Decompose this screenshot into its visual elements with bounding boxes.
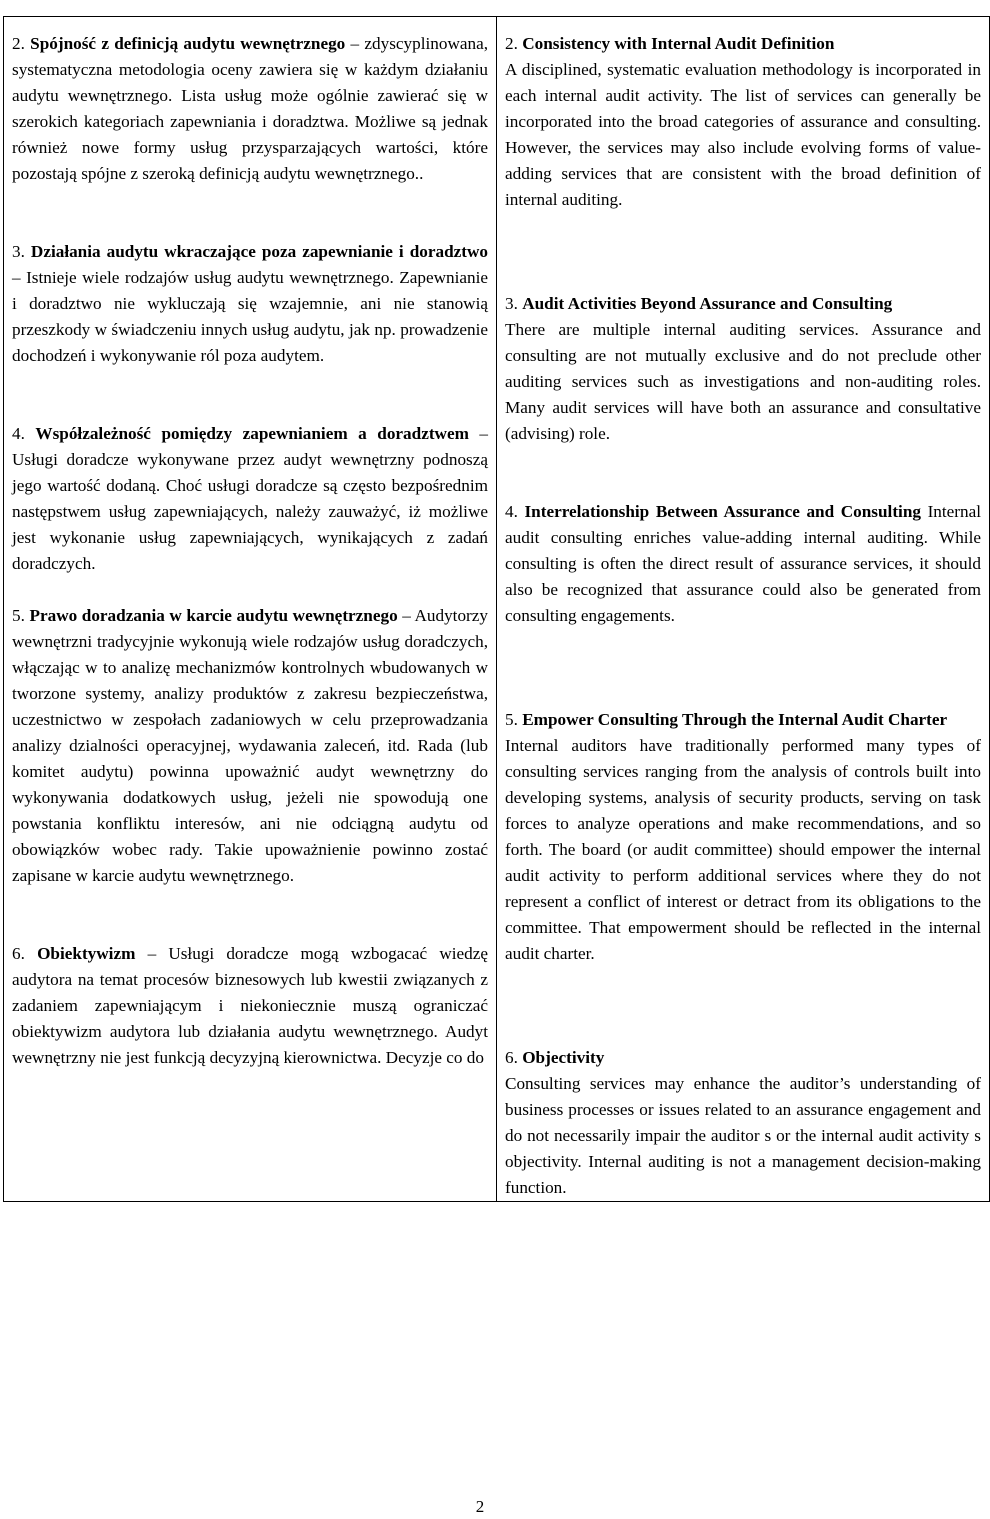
page-number: 2 xyxy=(475,1497,485,1516)
pl-section-body: Audytorzy wewnętrzni tradycyjnie wykonują wiele rodzajów usług doradczych, włączając w to analizę mechanizmów kontrolnych wbudowanych w tworzone systemy, analizy produktów z zakresu bezpieczeństwa, uczestnictwo w zespołach zadaniowych w celu przeprowadzania analizy dzialności operacyjnej, wydawania zaleceń, itd. Rada (lub komitet audytu) powinna upoważnić audyt wewnętrzny do wykonywania dodatkowych usług, jeżeli nie spowodują one powstania konfliktu interesów, ani nie odciągną audytu od obowiązków wobec rady. Takie upoważnienie powinno zostać zapisane w karcie audytu wewnętrznego. xyxy=(12,606,488,885)
pl-section-title: Działania audytu wkraczające poza zapewnianie i doradztwo xyxy=(30,242,489,261)
bilingual-table xyxy=(3,16,990,1202)
polish-column xyxy=(4,17,497,1202)
pl-section-number: 2. xyxy=(12,34,25,53)
en-section-2 xyxy=(505,31,981,213)
pl-section-3 xyxy=(12,239,488,369)
en-section-title: Consistency with Internal Audit Definition xyxy=(522,34,835,53)
en-section-number: 4. xyxy=(505,502,518,521)
pl-section-number: 5. xyxy=(12,606,25,625)
pl-section-title: Prawo doradzania w karcie audytu wewnętrznego xyxy=(29,606,398,625)
pl-section-separator: – xyxy=(468,424,489,443)
pl-section-title: Spójność z definicją audytu wewnętrznego xyxy=(30,34,346,53)
pl-section-2 xyxy=(12,31,488,187)
pl-section-number: 3. xyxy=(12,242,25,261)
pl-section-separator: – xyxy=(12,268,27,287)
en-section-number: 5. xyxy=(505,710,518,729)
pl-section-title: Współzależność pomiędzy zapewnianiem a doradztwem xyxy=(35,424,469,443)
en-section-4 xyxy=(505,499,981,629)
english-column xyxy=(497,17,990,1202)
en-section-body: There are multiple internal auditing services. Assurance and consulting are not mutually exclusive and do not preclude other auditing services such as investigations and non-auditing roles. Many audit services will have both an assurance and consultative (advising) role. xyxy=(505,320,981,443)
pl-section-4 xyxy=(12,421,488,577)
en-section-body: A disciplined, systematic evaluation methodology is incorporated in each internal audit activity. The list of services can generally be incorporated into the broad categories of assurance and consulting. However, the services may also include evolving forms of value-adding services that are consistent with the broad definition of internal auditing. xyxy=(505,60,981,209)
pl-section-5 xyxy=(12,603,488,889)
pl-section-body: Usługi doradcze wykonywane przez audyt wewnętrzny podnoszą jego wartość dodaną. Choć usługi doradcze są często bezpośrednim następstwem usług zapewniających, należy zauważyć, iż możliwe jest wykonanie usług zapewniających, wynikających z zadań doradczych. xyxy=(12,450,488,573)
pl-section-6 xyxy=(12,941,488,1071)
pl-section-body: Istnieje wiele rodzajów usług audytu wewnętrznego. Zapewnianie i doradztwo nie wykluczają się wzajemnie, ani nie stanowią przeszkody w świadczeniu innych usług audytu, jak np. prowadzenie dochodzeń i wykonywanie ról poza audytem. xyxy=(12,268,488,365)
pl-section-title: Obiektywizm xyxy=(37,944,136,963)
en-section-body: Consulting services may enhance the auditor’s understanding of business processes or issues related to an assurance engagement and do not necessarily impair the auditor s or the internal audit activity s objectivity. Internal auditing is not a management decision-making function. xyxy=(505,1074,981,1197)
en-section-number: 2. xyxy=(505,34,518,53)
en-section-body: Internal audit consulting enriches value-adding internal auditing. While consulting is often the direct result of assurance services, it should also be recognized that assurance could also be generated from consulting engagements. xyxy=(505,502,982,625)
en-section-5 xyxy=(505,707,981,967)
pl-section-body: Usługi doradcze mogą wzbogacać wiedzę audytora na temat procesów biznesowych lub kwestii związanych z zadaniem zapewniającym i niekoniecznie muszą ograniczać obiektywizm audytora lub działania audytu wewnętrznego. Audyt wewnętrzny nie jest funkcją decyzyjną kierownictwa. Decyzje co do xyxy=(12,944,489,1067)
pl-section-separator: – xyxy=(397,606,415,625)
pl-section-separator: – xyxy=(135,944,169,963)
en-section-6 xyxy=(505,1045,981,1201)
en-section-body: Internal auditors have traditionally performed many types of consulting services ranging from the analysis of controls built into developing systems, analysis of security products, serving on task forces to analyze operations and make recommendations, and so forth. The board (or audit committee) should empower the internal audit activity to perform additional services where they do not represent a conflict of interest or detract from its obligations to the committee. That empowerment should be reflected in the internal audit charter. xyxy=(505,736,981,963)
en-section-number: 3. xyxy=(505,294,518,313)
pl-section-number: 6. xyxy=(12,944,25,963)
table-row xyxy=(4,17,990,1202)
en-section-3 xyxy=(505,291,981,447)
en-section-title: Interrelationship Between Assurance and Consulting xyxy=(524,502,921,521)
pl-section-separator: – xyxy=(345,34,365,53)
en-section-number: 6. xyxy=(505,1048,518,1067)
en-section-title: Empower Consulting Through the Internal Audit Charter xyxy=(522,710,948,729)
en-section-title: Audit Activities Beyond Assurance and Consulting xyxy=(522,294,893,313)
pl-section-body: zdyscyplinowana, systematyczna metodologia oceny zawiera się w każdym działaniu audytu wewnętrznego. Lista usług może ogólnie zawierać się w szerokich kategoriach zapewniania i doradztwa. Możliwe są jednak również nowe formy usług przysparzających wartości, które pozostają spójne z szeroką definicją audytu wewnętrznego.. xyxy=(12,34,489,183)
pl-section-number: 4. xyxy=(12,424,25,443)
en-section-title: Objectivity xyxy=(522,1048,605,1067)
